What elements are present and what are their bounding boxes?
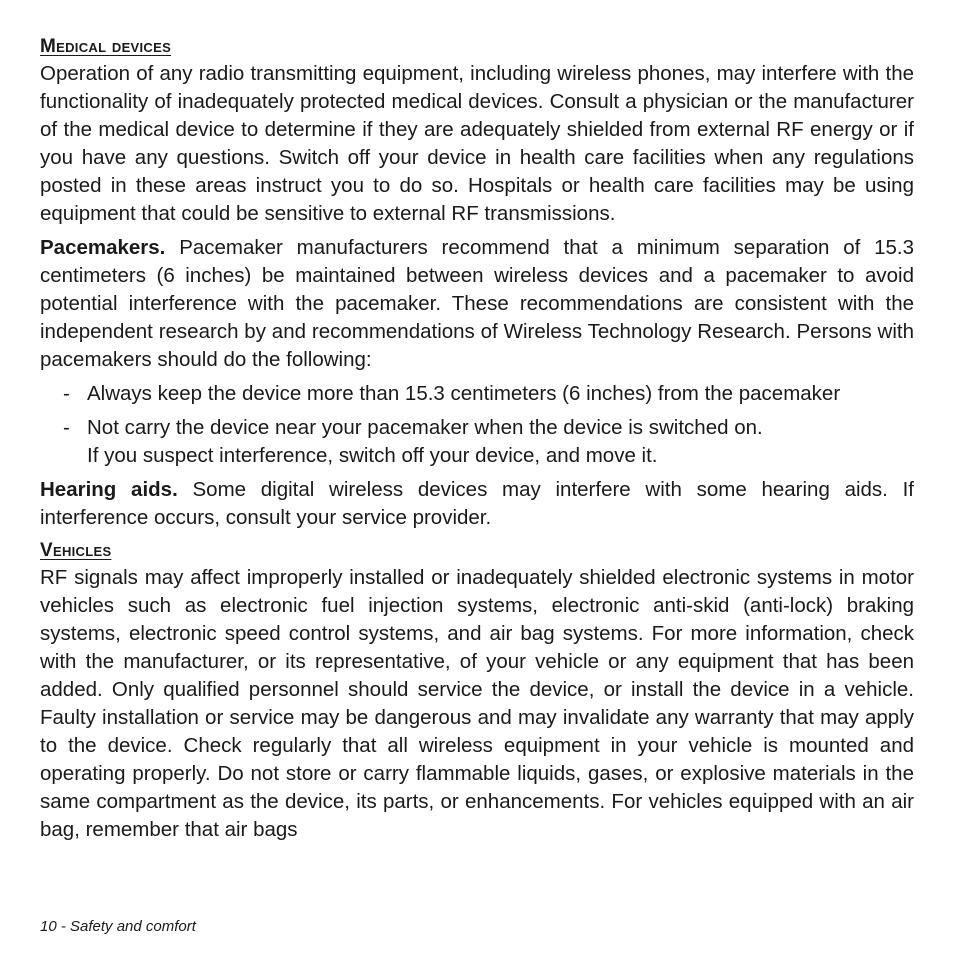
page-content [40, 34, 914, 844]
list-item-text: Not carry the device near your pacemaker when the device is switched on. [87, 416, 763, 439]
pacemakers-paragraph [40, 234, 914, 374]
hearing-aids-label: Hearing aids. [40, 478, 178, 501]
list-item [40, 380, 914, 408]
pacemaker-guidelines-list [40, 380, 914, 470]
list-item [40, 414, 914, 470]
page-footer: 10 - Safety and comfort [40, 918, 196, 935]
pacemakers-label: Pacemakers. [40, 236, 166, 259]
bullet-dash: - [63, 416, 70, 439]
vehicles-paragraph: RF signals may affect improperly installed or inadequately shielded electronic systems in motor vehicles such as electronic fuel injection systems, electronic anti-skid (anti-lock) braking systems, electronic speed control systems, and air bag systems. For more information, check with the manufacturer, or its representative, of your vehicle or any equipment that has been added. Only qualified personnel should service the device, or install the device in a vehicle. Faulty installation or service may be dangerous and may invalidate any warranty that may apply to the device. Check regularly that all wireless equipment in your vehicle is mounted and operating properly. Do not store or carry flammable liquids, gases, or explosive materials in the same compartment as the device, its parts, or enhancements. For vehicles equipped with an air bag, remember that air bags [40, 566, 914, 841]
bullet-dash: - [63, 382, 70, 405]
list-item-text: Always keep the device more than 15.3 centimeters (6 inches) from the pacemaker [87, 382, 841, 405]
hearing-aids-paragraph [40, 476, 914, 532]
hearing-aids-text: Some digital wireless devices may interfere with some hearing aids. If interference occurs, consult your service provider. [40, 478, 914, 529]
pacemakers-text: Pacemaker manufacturers recommend that a minimum separation of 15.3 centimeters (6 inches) be maintained between wireless devices and a pacemaker to avoid potential interference with the pacemaker. These recommendations are consistent with the independent research by and recommendations of Wireless Technology Research. Persons with pacemakers should do the following: [40, 236, 914, 371]
list-item-text-continued: If you suspect interference, switch off your device, and move it. [87, 444, 658, 467]
section-heading-vehicles: Vehicles [40, 540, 112, 561]
section-heading-medical-devices: Medical devices [40, 36, 172, 57]
medical-devices-paragraph: Operation of any radio transmitting equipment, including wireless phones, may interfere with the functionality of inadequately protected medical devices. Consult a physician or the manufacturer of the medical device to determine if they are adequately shielded from external RF energy or if you have any questions. Switch off your device in health care facilities when any regulations posted in these areas instruct you to do so. Hospitals or health care facilities may be using equipment that could be sensitive to external RF transmissions. [40, 62, 914, 225]
